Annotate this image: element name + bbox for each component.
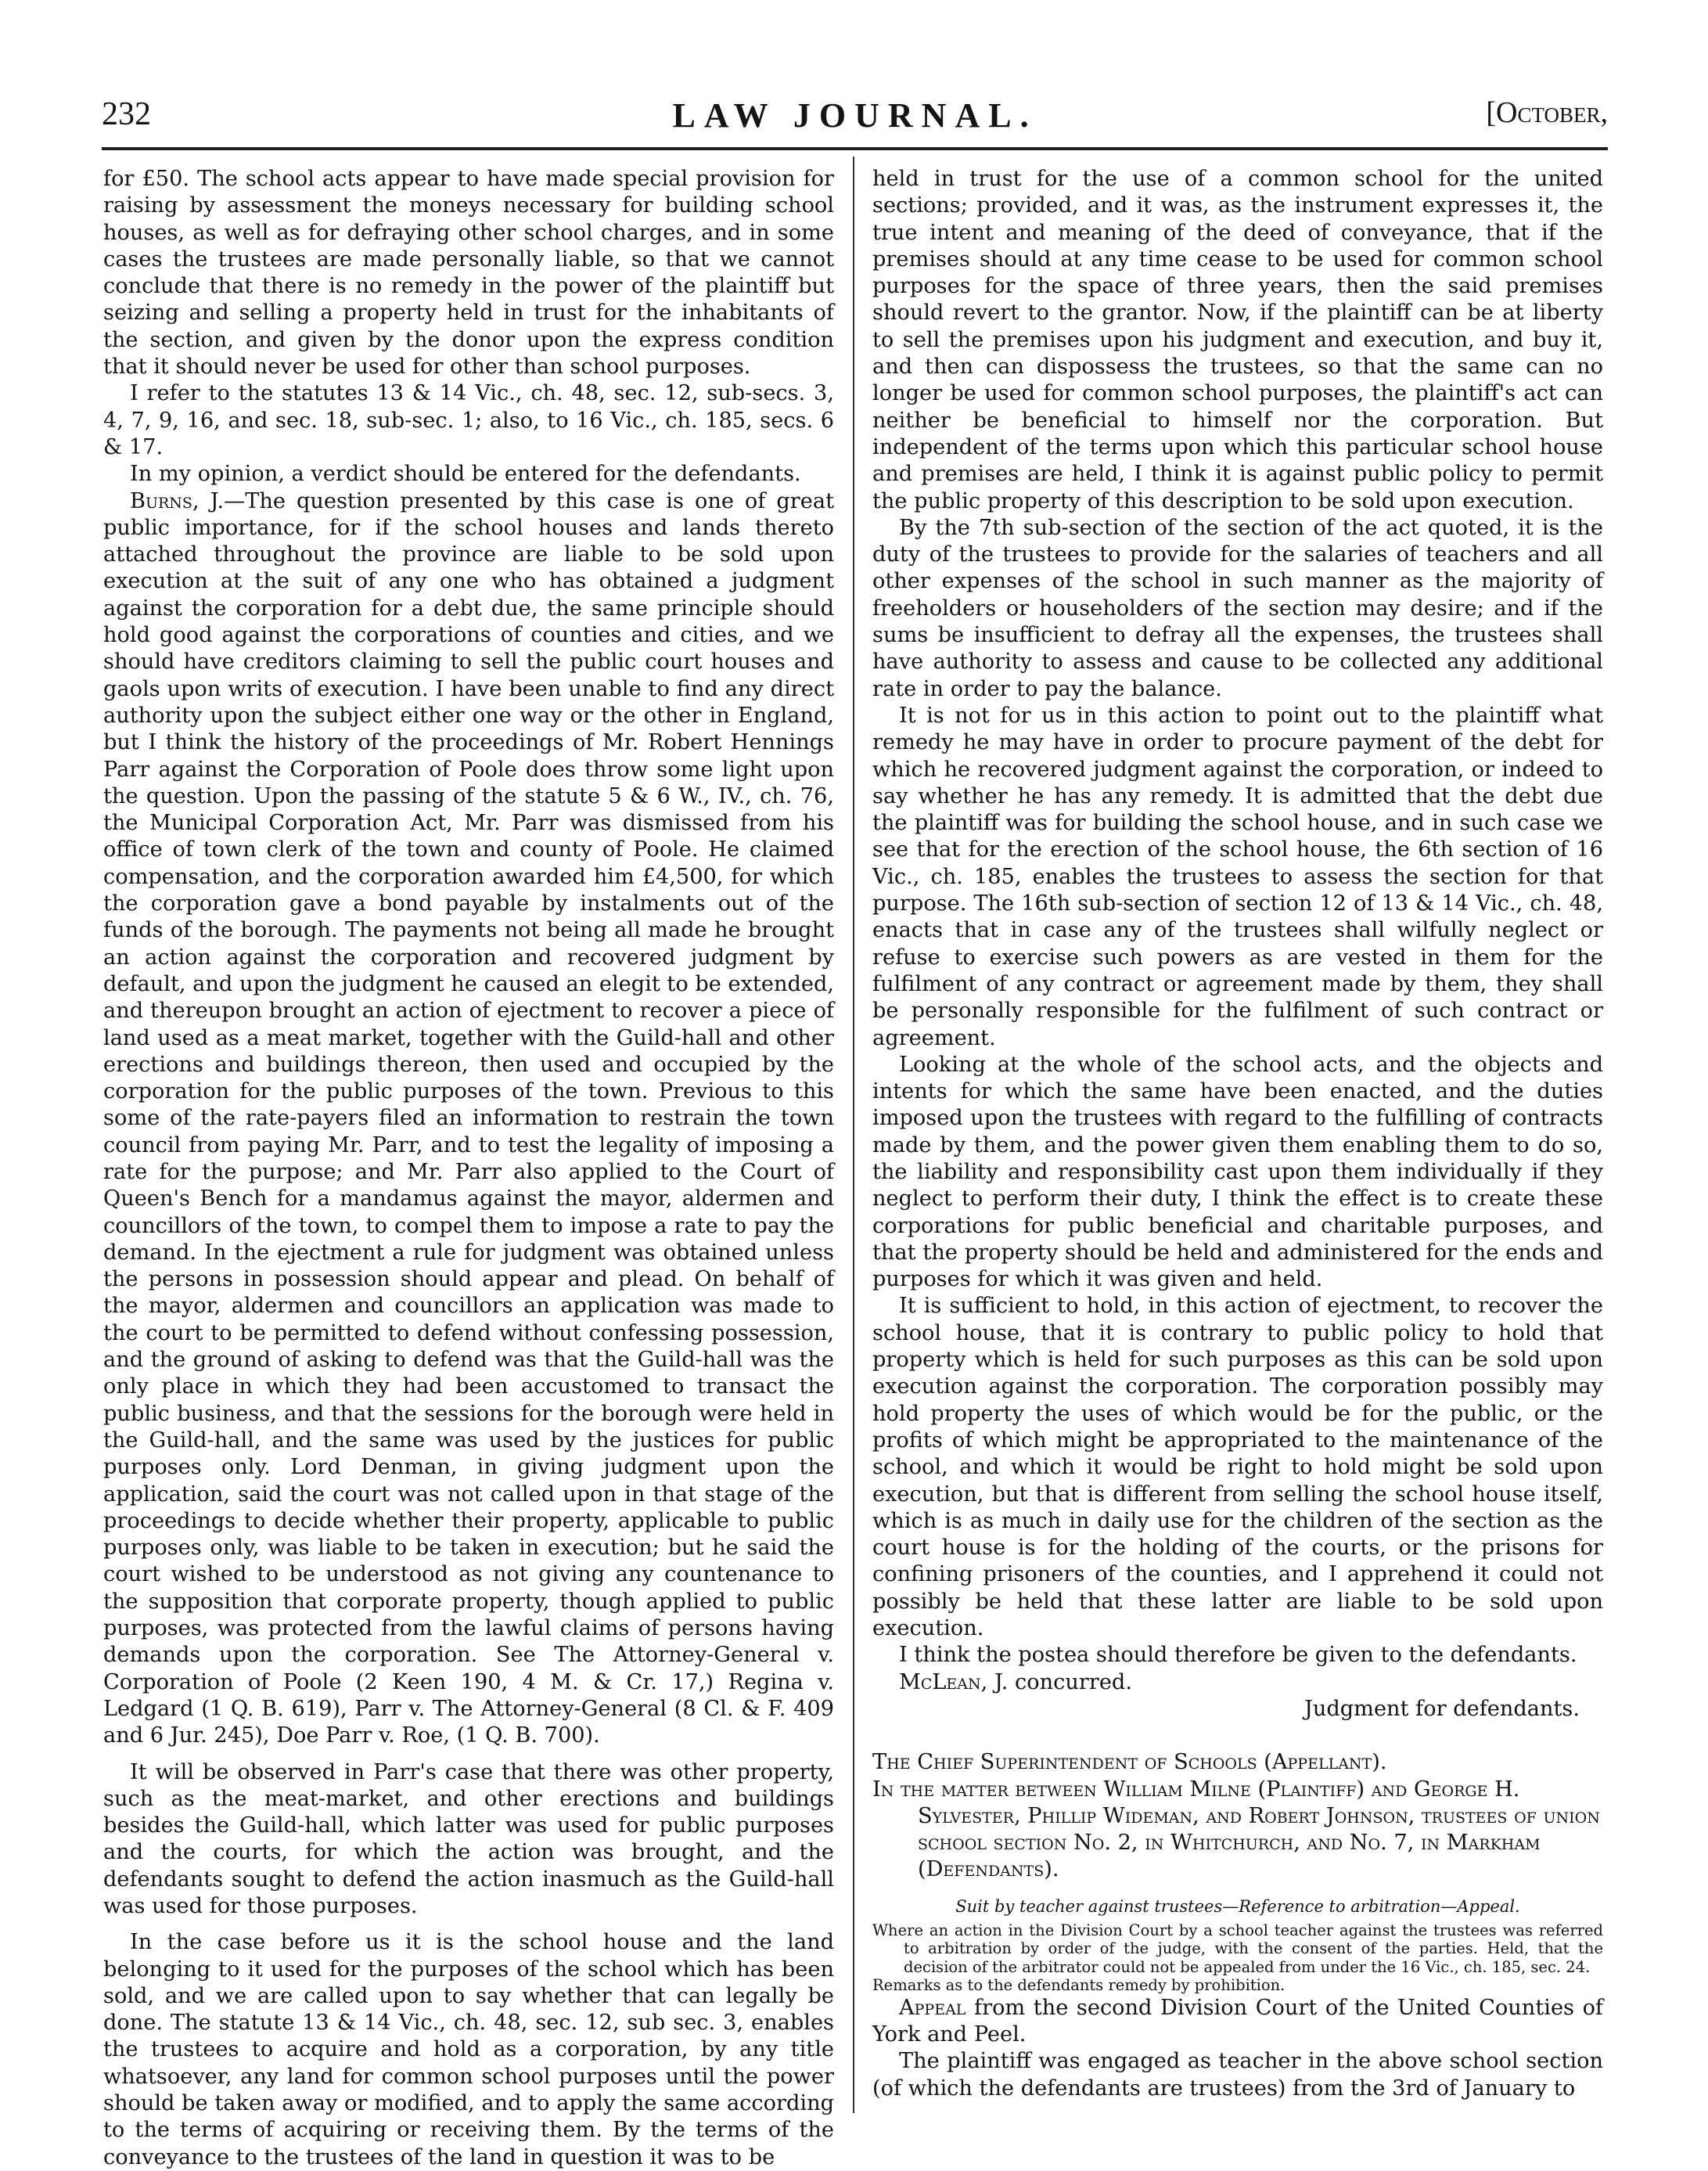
right-column	[872, 166, 1603, 2122]
left-column	[103, 166, 834, 2169]
case-title: In the matter between William Milne (Plaintiff) and George H. Sylvester, Phillip Wideman, and Robert Johnson, trustees of union school section No. 2, in Whitchurch, and No. 7, in Markham (Defendants).	[872, 1777, 1600, 1882]
page-number: 232	[102, 96, 151, 132]
paragraph: It will be observed in Parr's case that there was other property, such as the meat-market, and other erections and buildings besides the Guild-hall, which latter was used for public purposes and the courts, for which the action was brought, and the defendants sought to defend the action inasmuch as the Guild-hall was used for those purposes.	[103, 1759, 834, 1918]
headnote-text: Where an action in the Division Court by a school teacher against the trustees was referred to arbitration by order of the judge, with the consent of the parties. Held, that the decision of the arbitrator could not be appealed from under the 16 Vic., ch. 185, sec. 24.	[872, 1921, 1603, 1976]
paragraph: It is not for us in this action to point out to the plaintiff what remedy he may have in order to procure payment of the debt for which he recovered judgment against the corporation, or indeed to say whether he has any remedy. It is admitted that the debt due the plaintiff was for building the school house, and in such case we see that for the erection of the school house, the 6th section of 16 Vic., ch. 185, enables the trustees to assess the section for that purpose. The 16th sub-section of section 12 of 13 & 14 Vic., ch. 48, enacts that in case any of the trustees shall wilfully neglect or refuse to exercise such powers as are vested in them for the fulfilment of any contract or agreement made by them, they shall be personally responsible for the fulfilment of such contract or agreement.	[872, 703, 1603, 1050]
journal-title: LAW JOURNAL.	[672, 96, 1037, 135]
headnote-title: Suit by teacher against trustees—Reference to arbitration—Appeal.	[955, 1896, 1520, 1916]
header-rule	[102, 147, 1608, 150]
headnote-text: Remarks as to the defendants remedy by prohibition.	[872, 1976, 1285, 1995]
paragraph	[872, 1995, 1603, 2049]
paragraph: I refer to the statutes 13 & 14 Vic., ch. 48, sec. 12, sub-secs. 3, 4, 7, 9, 16, and sec. 18, sub-sec. 1; also, to 16 Vic., ch. 185, secs. 6 & 17.	[103, 381, 834, 459]
page-header	[102, 95, 1608, 150]
paragraph: It is sufficient to hold, in this action of ejectment, to recover the school house, that it is contrary to public policy to hold that property which is held for such purposes as this can be sold upon execution against the corporation. The corporation possibly may hold property the uses of which would be for the public, or the profits of which might be appropriated to the maintenance of the school, and which it would be right to hold might be sold upon execution, but that is different from selling the school house itself, which is as much in daily use for the children of the section as the court house is for the holding of the courts, or the prisons for confining prisoners of the counties, and I apprehend it could not possibly be held that these latter are liable to be sold upon execution.	[872, 1294, 1603, 1641]
headnote	[872, 1921, 1603, 1995]
paragraph: Looking at the whole of the school acts, and the objects and intents for which the same have been enacted, and the duties imposed upon the trustees with regard to the fulfilling of contracts made by them, and the power given them enabling them to do so, the liability and responsibility cast upon them individually if they neglect to perform their duty, I think the effect is to create these corporations for public beneficial and charitable purposes, and that the property should be held and administered for the ends and purposes for which it was given and held.	[872, 1052, 1603, 1292]
paragraph: I think the postea should therefore be given to the defendants.	[899, 1643, 1577, 1668]
paragraph: In the case before us it is the school house and the land belonging to it used for the purposes of the school which has been sold, and we are called upon to say whether that can legally be done. The statute 13 & 14 Vic., ch. 48, sec. 12, sub sec. 3, enables the trustees to acquire and hold as a corporation, by any title whatsoever, any land for common school purposes until the power should be taken away or modified, and to apply the same according to the terms of acquiring or receiving them. By the terms of the conveyance to the trustees of the land in question it was to be	[103, 1930, 834, 2169]
case-heading	[872, 1749, 1603, 1883]
judgment-line: Judgment for defendants.	[1303, 1696, 1580, 1721]
paragraph: By the 7th sub-section of the section of the act quoted, it is the duty of the trustees to provide for the salaries of teachers and all other expenses of the school in such manner as the majority of freeholders or householders of the section may desire; and if the sums be insufficient to defray all the expenses, the trustees shall have authority to assess and cause to be collected any additional rate in order to pay the balance.	[872, 515, 1603, 701]
paragraph: In my opinion, a verdict should be entered for the defendants.	[130, 462, 801, 487]
judge-name: Burns, J.	[130, 488, 225, 513]
paragraph: for £50. The school acts appear to have made special provision for raising by assessment the moneys necessary for building school houses, as well as for defraying other school charges, and in some cases the trustees are made personally liable, so that we cannot conclude that there is no remedy in the power of the plaintiff but seizing and selling a property held in trust for the inhabitants of the section, and given by the donor upon the express condition that it should never be used for other than school purposes.	[103, 167, 834, 380]
paragraph-text: from the second Division Court of the United Counties of York and Peel.	[872, 1995, 1603, 2047]
judge-name: McLean	[899, 1669, 981, 1694]
paragraph-lead: Appeal	[899, 1995, 966, 2020]
paragraph: The plaintiff was engaged as teacher in the above school section (of which the defendants are trustees) from the 3rd of January to	[872, 2049, 1603, 2101]
header-month: [October,	[1486, 96, 1608, 129]
column-divider	[853, 157, 854, 2113]
paragraph	[103, 488, 834, 1750]
paragraph-text: —The question presented by this case is one of great public importance, for if the school houses and lands thereto attached throughout the province are liable to be sold upon execution at the suit of any one who has obtained a judgment against the corporation for a debt due, the same principle should hold good against the corporations of counties and cities, and we should have creditors claiming to sell the public court houses and gaols upon writs of execution. I have been unable to find any direct authority upon the subject either one way or the other in England, but I think the history of the proceedings of Mr. Robert Hennings Parr against the Corporation of Poole does throw some light upon the question. Upon the passing of the statute 5 & 6 W., IV., ch. 76, the Municipal Corporation Act, Mr. Parr was dismissed from his office of town clerk of the town and county of Poole. He claimed compensation, and the corporation awarded him £4,500, for which the corporation gave a bond payable by instalments out of the funds of the borough. The payments not being all made he brought an action against the corporation and recovered judgment by default, and upon the judgment he caused an elegit to be extended, and thereupon brought an action of ejectment to recover a piece of land used as a meat market, together with the Guild-hall and other erections and buildings thereon, then used and occupied by the corporation for the public purposes of the town. Previous to this some of the rate-payers filed an information to restrain the town council from paying Mr. Parr, and to test the legality of imposing a rate for the purpose; and Mr. Parr also applied to the Court of Queen's Bench for a mandamus against the mayor, aldermen and councillors of the town, to compel them to impose a rate to pay the demand. In the ejectment a rule for judgment was obtained unless the persons in possession should appear and plead. On behalf of the mayor, aldermen and councillors an application was made to the court to be permitted to defend without confessing possession, and the ground of asking to defend was that the Guild-hall was the only place in which they had been accustomed to transact the public business, and that the sessions for the borough were held in the Guild-hall, and the same was used by the justices for public purposes only. Lord Denman, in giving judgment upon the application, said the court was not called upon in that stage of the proceedings to decide whether their property, applicable to public purposes only, was liable to be taken in execution; but he said the court wished to be understood as not giving any countenance to the supposition that corporate property, though applied to public purposes, was protected from the lawful claims of persons having demands upon the corporation. See The Attorney-General v. Corporation of Poole (2 Keen 190, 4 M. & Cr. 17,) Regina v. Ledgard (1 Q. B. 619), Parr v. The Attorney-General (8 Cl. & F. 409 and 6 Jur. 245), Doe Parr v. Roe, (1 Q. B. 700).	[103, 488, 834, 1748]
paragraph: held in trust for the use of a common school for the united sections; provided, and it was, as the instrument expresses it, the true intent and meaning of the deed of conveyance, that if the premises should at any time cease to be used for common school purposes for the space of three years, then the said premises should revert to the grantor. Now, if the plaintiff can be at liberty to sell the premises upon his judgment and execution, and buy it, and then can dispossess the trustees, so that the same can no longer be used for common school purposes, the plaintiff's act can neither be beneficial to himself nor the corporation. But independent of the terms upon which this particular school house and premises are held, I think it is against public policy to permit the public property of this description to be sold upon execution.	[872, 167, 1603, 513]
paragraph-text: , J. concurred.	[980, 1669, 1132, 1694]
paragraph	[872, 1669, 1603, 1696]
case-title: The Chief Superintendent of Schools (Appellant).	[872, 1750, 1387, 1775]
